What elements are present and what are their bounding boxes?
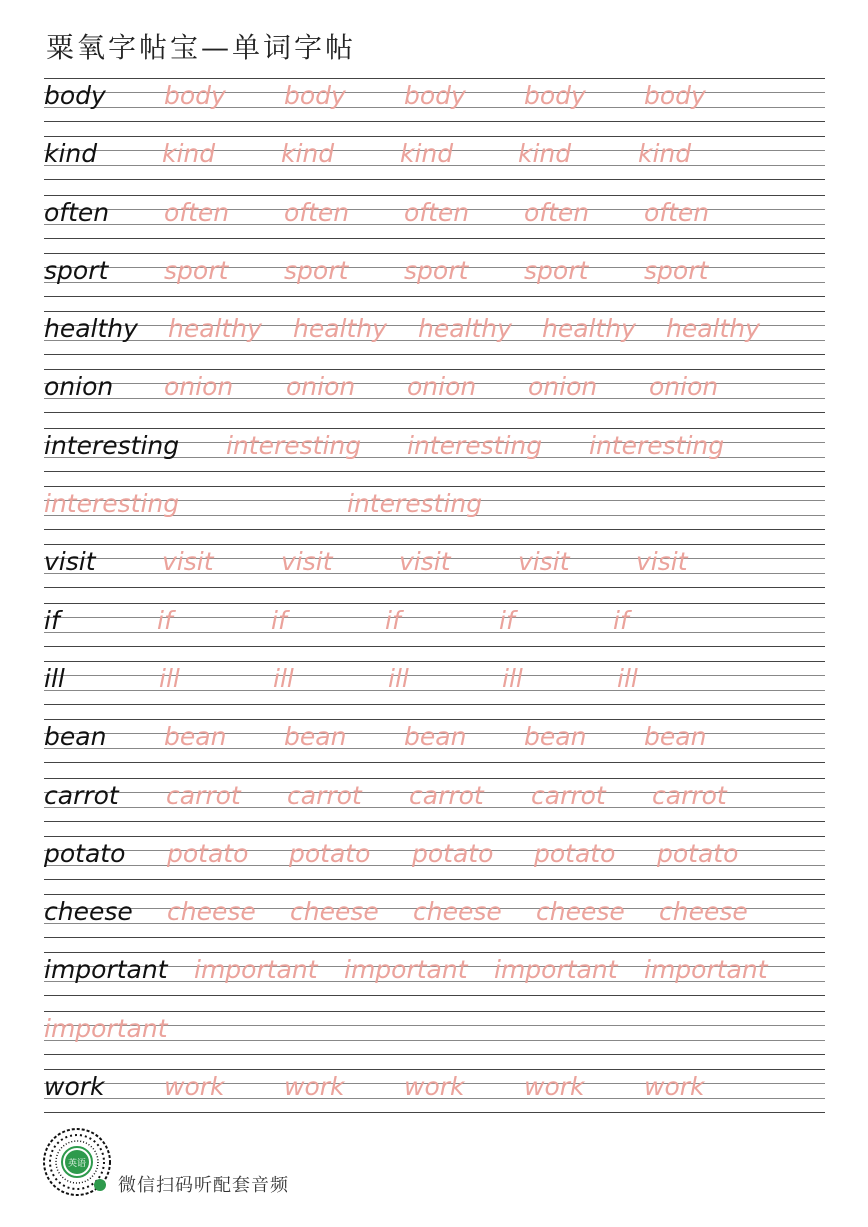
trace-word[interactable]: interesting <box>44 489 180 519</box>
trace-word[interactable]: body <box>164 81 226 110</box>
trace-word[interactable]: onion <box>286 372 356 402</box>
trace-word[interactable]: onion <box>164 372 234 402</box>
practice-row <box>44 944 825 1002</box>
trace-word[interactable]: kind <box>518 139 572 169</box>
trace-word[interactable]: body <box>524 81 586 110</box>
guide-line <box>44 238 825 239</box>
qr-badge-label: 英语 <box>67 1159 87 1169</box>
word-line <box>44 779 825 813</box>
trace-word[interactable]: sport <box>164 255 229 285</box>
word-line <box>44 196 825 230</box>
guide-line <box>44 121 825 122</box>
word-line <box>44 837 825 871</box>
trace-word[interactable]: body <box>284 81 346 110</box>
trace-word[interactable]: potato <box>289 838 371 868</box>
trace-word[interactable]: healthy <box>293 314 387 344</box>
practice-row <box>44 595 825 653</box>
guide-line <box>44 937 825 938</box>
trace-word[interactable]: important <box>194 955 318 985</box>
trace-word[interactable]: interesting <box>347 489 483 519</box>
trace-word[interactable]: often <box>524 197 590 227</box>
word-line <box>44 137 825 171</box>
practice-row <box>44 478 825 536</box>
model-word: if <box>44 605 60 635</box>
model-word: kind <box>44 139 98 169</box>
guide-line <box>44 587 825 588</box>
trace-word[interactable]: kind <box>638 139 692 169</box>
word-line <box>44 429 825 463</box>
model-word: interesting <box>44 430 180 460</box>
trace-word[interactable]: interesting <box>407 430 543 460</box>
trace-word[interactable]: work <box>404 1072 465 1102</box>
trace-word[interactable]: bean <box>284 722 347 752</box>
guide-line <box>44 296 825 297</box>
trace-word[interactable]: healthy <box>542 314 636 344</box>
guide-line <box>44 529 825 530</box>
word-line <box>44 1070 825 1104</box>
practice-row <box>44 536 825 594</box>
trace-word[interactable]: ill <box>388 663 409 693</box>
trace-word[interactable]: cheese <box>536 897 625 927</box>
trace-word[interactable]: kind <box>400 139 454 169</box>
word-line <box>44 487 825 521</box>
trace-word[interactable]: sport <box>524 255 589 285</box>
trace-word[interactable]: work <box>644 1072 705 1102</box>
trace-word[interactable]: if <box>499 605 515 635</box>
footer <box>40 1125 440 1205</box>
trace-word[interactable]: bean <box>524 722 587 752</box>
model-word: ill <box>44 663 65 693</box>
guide-line <box>44 1112 825 1113</box>
trace-word[interactable]: work <box>524 1072 585 1102</box>
guide-line <box>44 179 825 180</box>
trace-word[interactable]: cheese <box>413 897 502 927</box>
practice-row <box>44 1061 825 1119</box>
word-line <box>44 1012 825 1046</box>
trace-word[interactable]: body <box>644 81 706 110</box>
trace-word[interactable]: healthy <box>168 314 262 344</box>
practice-row <box>44 361 825 419</box>
trace-word[interactable]: carrot <box>287 780 362 810</box>
guide-line <box>44 354 825 355</box>
guide-line <box>44 471 825 472</box>
trace-word[interactable]: important <box>494 955 618 985</box>
trace-word[interactable]: visit <box>281 547 333 577</box>
footer-caption: 微信扫码听配套音频 <box>118 1175 289 1196</box>
model-word: important <box>44 955 168 985</box>
trace-word[interactable]: cheese <box>167 897 256 927</box>
guide-line <box>44 995 825 996</box>
practice-row <box>44 128 825 186</box>
qr-code-icon[interactable] <box>40 1125 114 1199</box>
guide-line <box>44 821 825 822</box>
trace-word[interactable]: potato <box>167 838 249 868</box>
trace-word[interactable]: if <box>271 605 287 635</box>
trace-word[interactable]: if <box>613 605 629 635</box>
trace-word[interactable]: healthy <box>666 314 760 344</box>
word-line <box>44 79 825 113</box>
trace-word[interactable]: visit <box>636 547 688 577</box>
model-word: bean <box>44 722 107 752</box>
trace-word[interactable]: kind <box>281 139 335 169</box>
trace-word[interactable]: interesting <box>226 430 362 460</box>
guide-line <box>44 412 825 413</box>
trace-word[interactable]: if <box>157 605 173 635</box>
trace-word[interactable]: healthy <box>418 314 512 344</box>
model-word: body <box>44 81 106 110</box>
trace-word[interactable]: ill <box>159 663 180 693</box>
guide-line <box>44 646 825 647</box>
trace-word[interactable]: cheese <box>290 897 379 927</box>
practice-row <box>44 245 825 303</box>
trace-word[interactable]: work <box>164 1072 225 1102</box>
practice-row <box>44 420 825 478</box>
trace-word[interactable]: kind <box>162 139 216 169</box>
practice-row <box>44 770 825 828</box>
trace-word[interactable]: potato <box>657 838 739 868</box>
trace-word[interactable]: sport <box>404 255 469 285</box>
trace-word[interactable]: ill <box>502 663 523 693</box>
guide-line <box>44 1054 825 1055</box>
word-line <box>44 254 825 288</box>
practice-row <box>44 70 825 128</box>
trace-word[interactable]: visit <box>518 547 570 577</box>
trace-word[interactable]: onion <box>528 372 598 402</box>
trace-word[interactable]: potato <box>534 838 616 868</box>
practice-row <box>44 828 825 886</box>
trace-word[interactable]: ill <box>273 663 294 693</box>
model-word: potato <box>44 838 126 868</box>
practice-sheet <box>44 70 825 1119</box>
trace-word[interactable]: potato <box>412 838 494 868</box>
trace-word[interactable]: carrot <box>166 780 241 810</box>
trace-word[interactable]: visit <box>399 547 451 577</box>
trace-word[interactable]: often <box>644 197 710 227</box>
trace-word[interactable]: work <box>284 1072 345 1102</box>
trace-word[interactable]: carrot <box>652 780 727 810</box>
trace-word[interactable]: often <box>164 197 230 227</box>
practice-row <box>44 303 825 361</box>
trace-word[interactable]: bean <box>404 722 467 752</box>
guide-line <box>44 762 825 763</box>
model-word: work <box>44 1072 105 1102</box>
trace-word[interactable]: onion <box>649 372 719 402</box>
practice-row <box>44 711 825 769</box>
word-line <box>44 662 825 696</box>
word-line <box>44 370 825 404</box>
trace-word[interactable]: often <box>404 197 470 227</box>
trace-word[interactable]: if <box>385 605 401 635</box>
trace-word[interactable]: bean <box>164 722 227 752</box>
trace-word[interactable]: cheese <box>659 897 748 927</box>
model-word: visit <box>44 547 96 577</box>
trace-word[interactable]: interesting <box>589 430 725 460</box>
trace-word[interactable]: ill <box>617 663 638 693</box>
trace-word[interactable]: body <box>404 81 466 110</box>
trace-word[interactable]: important <box>44 1013 168 1043</box>
model-word: often <box>44 197 110 227</box>
model-word: healthy <box>44 314 138 344</box>
guide-line <box>44 704 825 705</box>
trace-word[interactable]: visit <box>162 547 214 577</box>
practice-row <box>44 187 825 245</box>
word-line <box>44 312 825 346</box>
trace-word[interactable]: often <box>284 197 350 227</box>
trace-word[interactable]: important <box>344 955 468 985</box>
word-line <box>44 953 825 987</box>
trace-word[interactable]: carrot <box>409 780 484 810</box>
practice-row <box>44 653 825 711</box>
model-word: onion <box>44 372 114 402</box>
trace-word[interactable]: sport <box>284 255 349 285</box>
word-line <box>44 720 825 754</box>
trace-word[interactable]: onion <box>407 372 477 402</box>
trace-word[interactable]: carrot <box>531 780 606 810</box>
model-word: cheese <box>44 897 133 927</box>
page-title: 粟氧字帖宝—单词字帖 <box>46 31 357 64</box>
practice-row <box>44 1003 825 1061</box>
word-line <box>44 895 825 929</box>
model-word: carrot <box>44 780 119 810</box>
guide-line <box>44 879 825 880</box>
trace-word[interactable]: bean <box>644 722 707 752</box>
trace-word[interactable]: sport <box>644 255 709 285</box>
word-line <box>44 604 825 638</box>
word-line <box>44 545 825 579</box>
practice-row <box>44 886 825 944</box>
trace-word[interactable]: important <box>644 955 768 985</box>
model-word: sport <box>44 255 109 285</box>
